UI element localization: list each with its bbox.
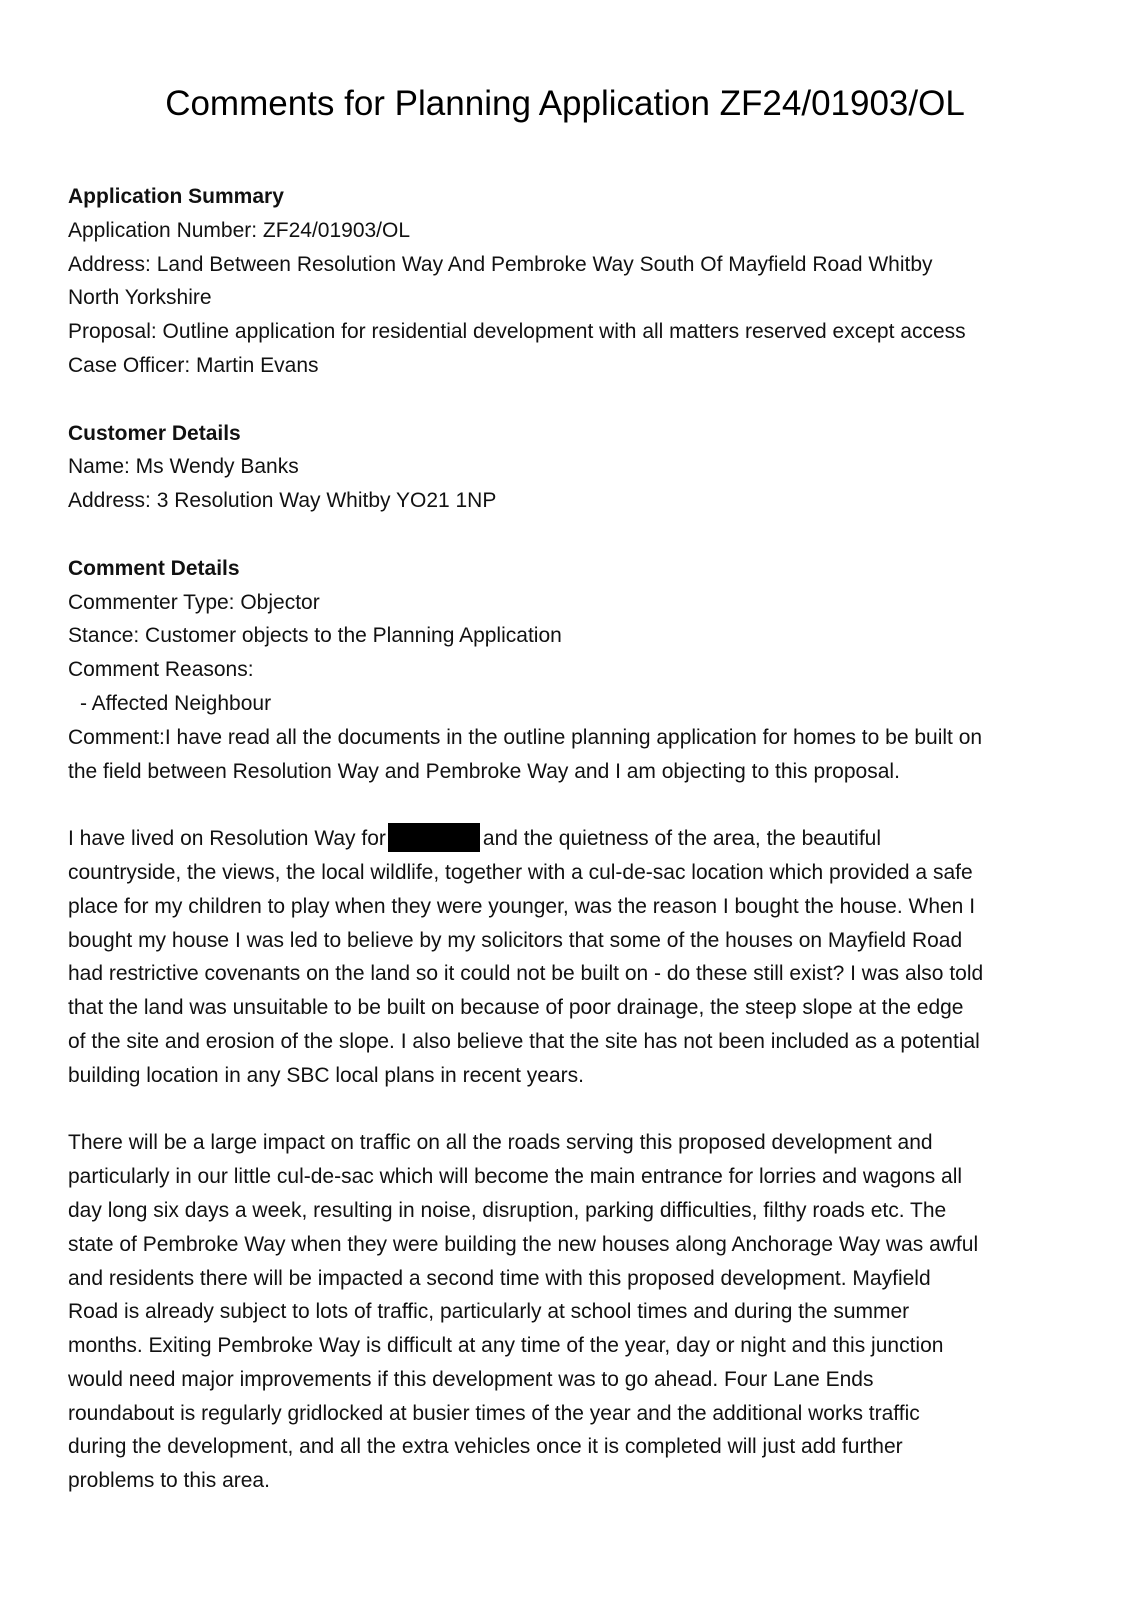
spacer (68, 518, 1068, 552)
spacer (68, 1093, 1068, 1127)
comment-text-line: that the land was unsuitable to be built on because of poor drainage, the steep slope at the edge (68, 996, 964, 1020)
comment-text-line: countryside, the views, the local wildlife, together with a cul-de-sac location which provided a safe (68, 860, 973, 884)
customer-name: Name: Ms Wendy Banks (68, 455, 299, 479)
application-number: Application Number: ZF24/01903/OL (68, 218, 411, 242)
comment-text-line: place for my children to play when they were younger, was the reason I bought the house. When I (68, 894, 976, 918)
application-summary-section (68, 180, 1068, 383)
stance: Stance: Customer objects to the Planning Application (68, 624, 562, 648)
spacer (68, 788, 1068, 822)
comment-reasons-label: Comment Reasons: (68, 658, 254, 682)
comment-text-line: Comment:I have read all the documents in the outline planning application for homes to be built on (68, 725, 983, 749)
text-after-redaction: and the quietness of the area, the beautiful (482, 827, 882, 851)
redaction-box (388, 823, 480, 852)
commenter-type: Commenter Type: Objector (68, 590, 320, 614)
comment-text-line: bought my house I was led to believe by my solicitors that some of the houses on Mayfield Road (68, 928, 963, 952)
comment-text-line: There will be a large impact on traffic on all the roads serving this proposed development and (68, 1131, 933, 1155)
comment-text-line: the field between Resolution Way and Pembroke Way and I am objecting to this proposal. (68, 759, 900, 783)
comment-text-line (68, 822, 1068, 856)
comment-paragraph-2 (68, 822, 1068, 1092)
comment-text-line: building location in any SBC local plans in recent years. (68, 1063, 584, 1087)
application-proposal: Proposal: Outline application for residential development with all matters reserved except access (68, 320, 966, 344)
comment-paragraph-3 (68, 1126, 1068, 1498)
section-heading: Application Summary (68, 185, 284, 208)
document-body (68, 180, 1068, 1498)
application-address: Address: Land Between Resolution Way And Pembroke Way South Of Mayfield Road Whitby (68, 252, 933, 276)
case-officer: Case Officer: Martin Evans (68, 353, 319, 377)
section-heading: Customer Details (68, 421, 241, 445)
comment-text-line: state of Pembroke Way when they were building the new houses along Anchorage Way was awful (68, 1232, 979, 1256)
text-before-redaction: I have lived on Resolution Way for (68, 827, 386, 851)
comment-text-line: of the site and erosion of the slope. I also believe that the site has not been included as a potential (68, 1029, 980, 1053)
comment-text-line: particularly in our little cul-de-sac which will become the main entrance for lorries and wagons all (68, 1165, 963, 1189)
page-title: Comments for Planning Application ZF24/01903/OL (165, 84, 965, 123)
comment-reason-item: - Affected Neighbour (80, 691, 272, 715)
comment-text-line: during the development, and all the extra vehicles once it is completed will just add further (68, 1435, 903, 1459)
comment-text-line: months. Exiting Pembroke Way is difficult at any time of the year, day or night and this junction (68, 1334, 944, 1358)
section-heading: Comment Details (68, 556, 240, 580)
comment-text-line: day long six days a week, resulting in noise, disruption, parking difficulties, filthy roads etc. The (68, 1198, 947, 1222)
comment-text-line: had restrictive covenants on the land so it could not be built on - do these still exist? I was also told (68, 962, 984, 986)
customer-address: Address: 3 Resolution Way Whitby YO21 1NP (68, 489, 497, 513)
comment-text-line: roundabout is regularly gridlocked at busier times of the year and the additional works traffic (68, 1401, 920, 1425)
spacer (68, 383, 1068, 417)
comment-text-line: and residents there will be impacted a second time with this proposed development. Mayfield (68, 1266, 931, 1290)
application-address-continued: North Yorkshire (68, 286, 212, 310)
comment-text-line: would need major improvements if this development was to go ahead. Four Lane Ends (68, 1367, 874, 1391)
comment-text-line: Road is already subject to lots of traffic, particularly at school times and during the summer (68, 1300, 910, 1324)
customer-details-section (68, 417, 1068, 518)
comment-details-section (68, 552, 1068, 789)
comment-text-line: problems to this area. (68, 1469, 270, 1493)
